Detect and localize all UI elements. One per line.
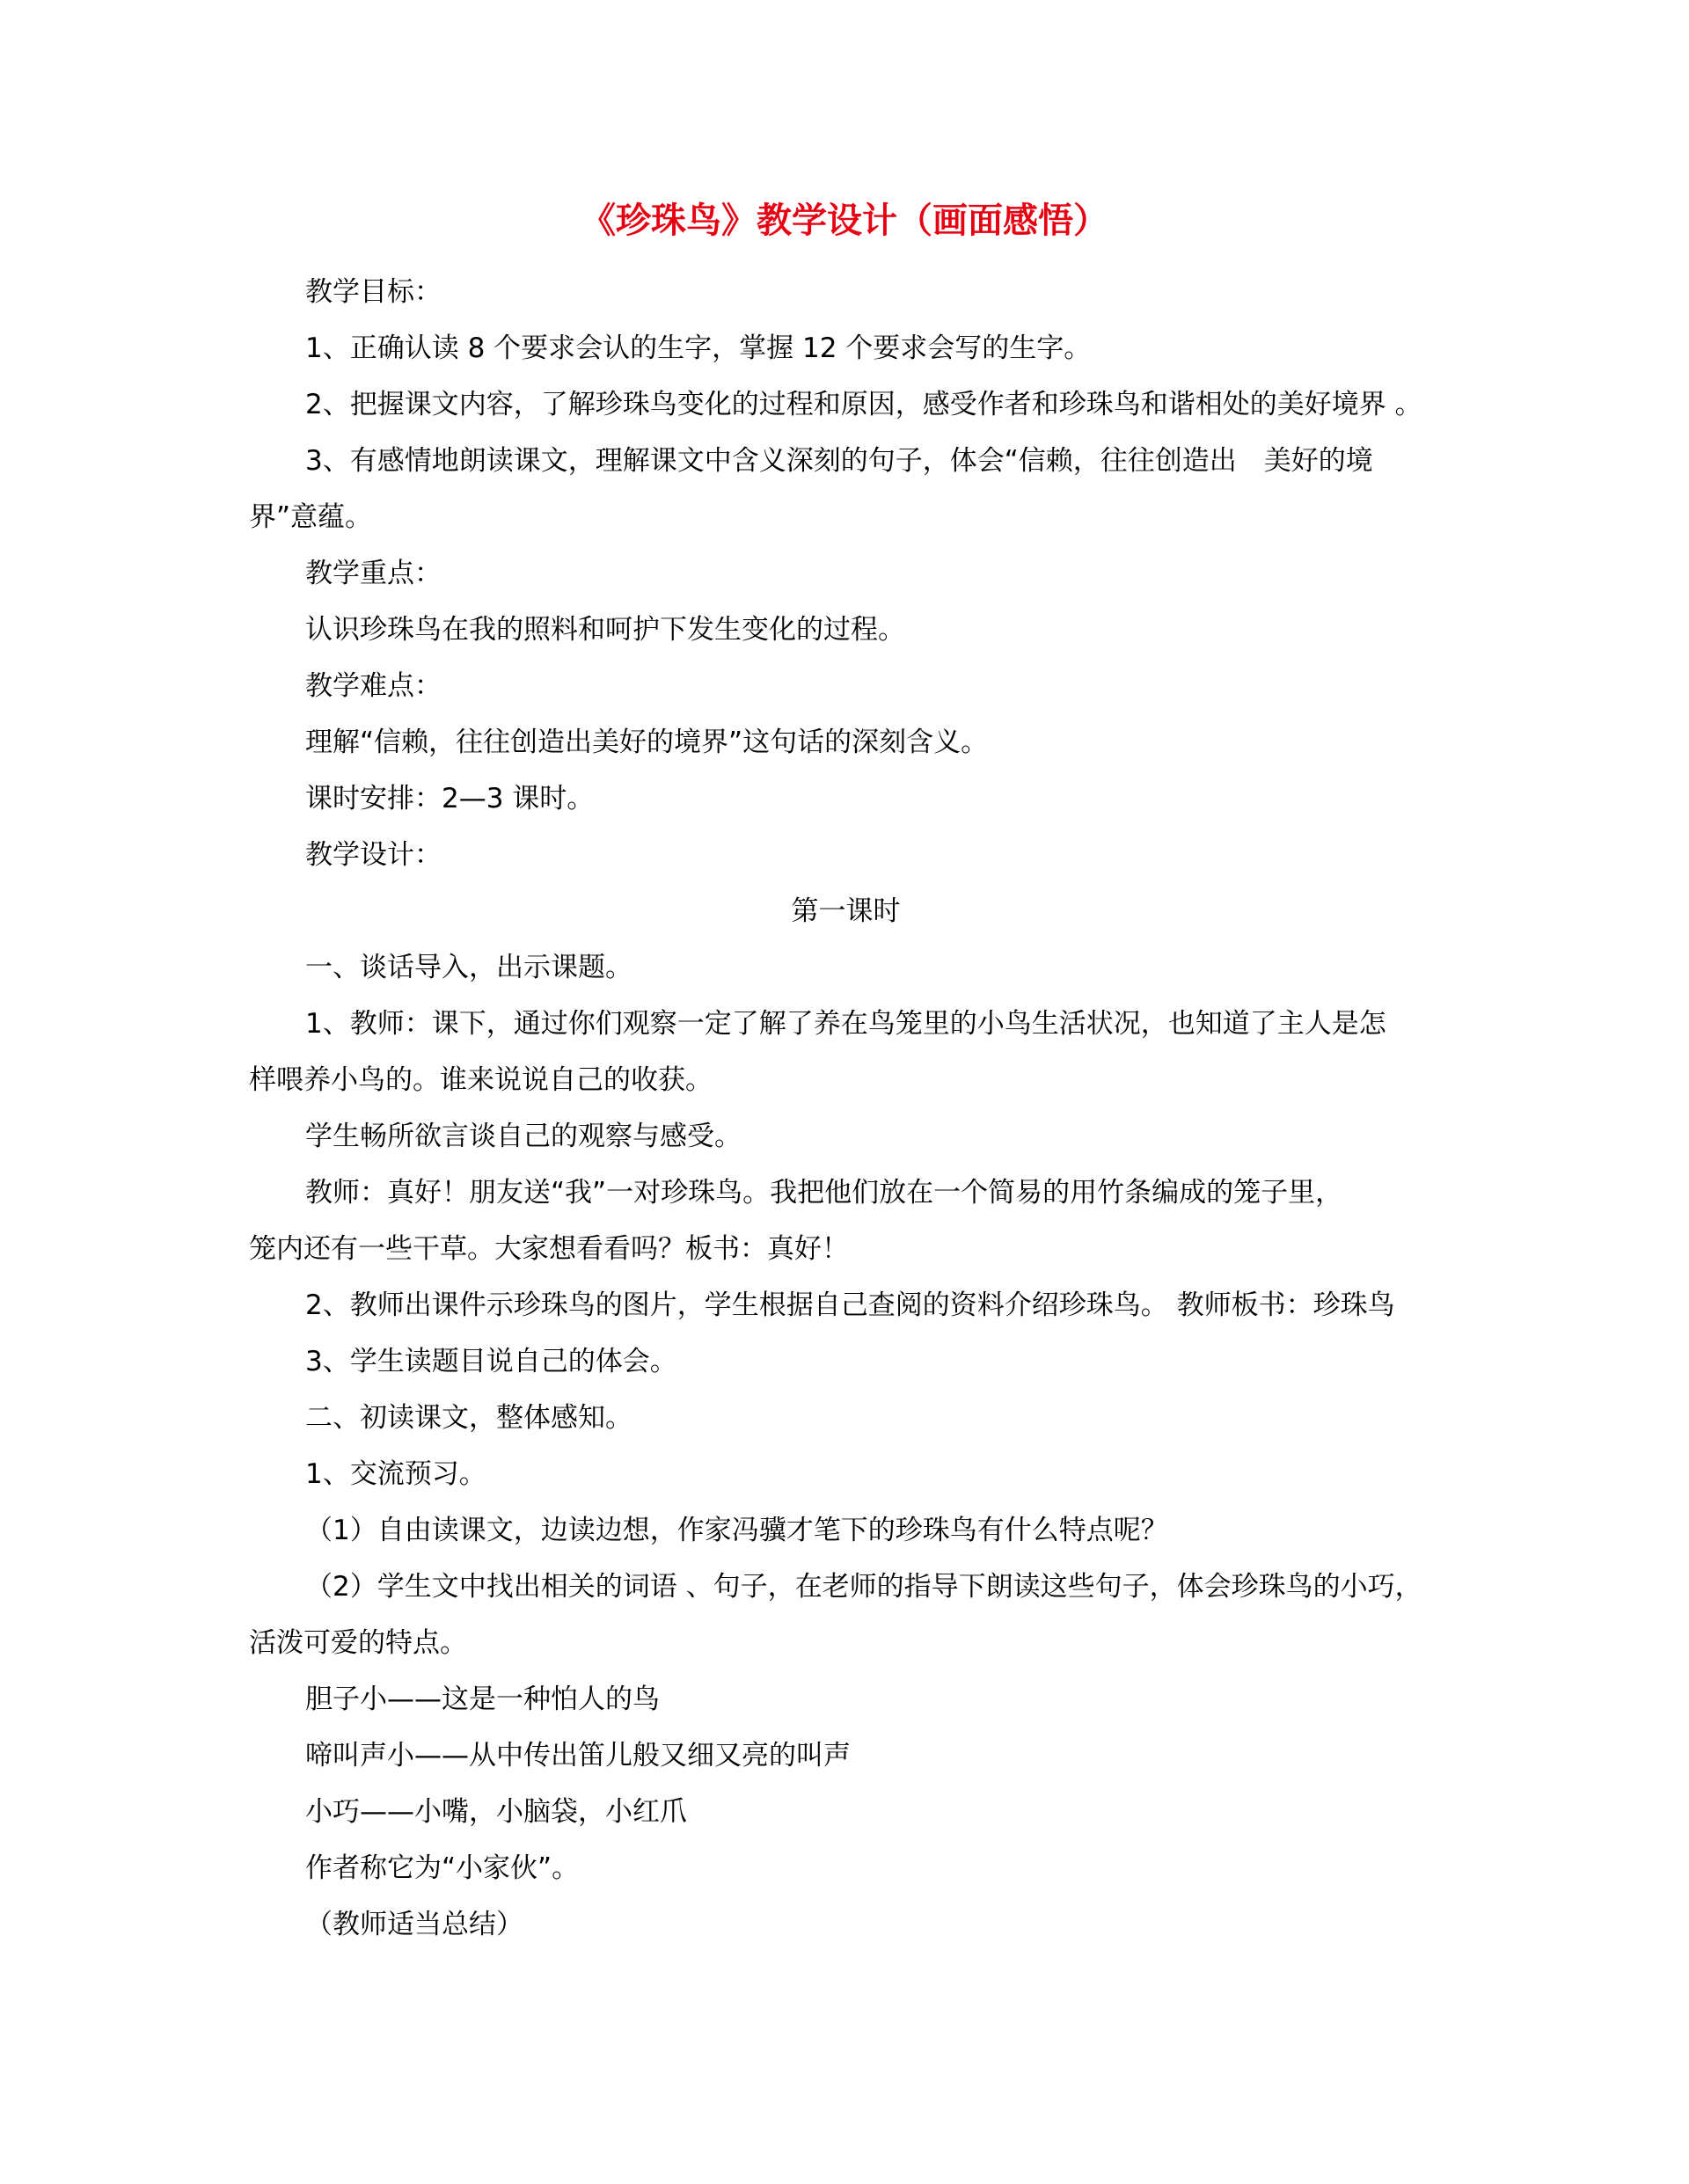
paragraph-line: 教学难点： bbox=[305, 670, 442, 702]
paragraph-line: （2）学生文中找出相关的词语 、句子，在老师的指导下朗读这些句子，体会珍珠鸟的小巧， bbox=[305, 1571, 1422, 1603]
paragraph-line: 3、学生读题目说自己的体会。 bbox=[305, 1346, 677, 1377]
paragraph-line: 2、把握课文内容，了解珍珠鸟变化的过程和原因，感受作者和珍珠鸟和谐相处的美好境界 。 bbox=[305, 389, 1422, 420]
paragraph-line: 胆子小——这是一种怕人的鸟 bbox=[305, 1684, 660, 1715]
paragraph-line: 1、教师：课下，通过你们观察一定了解了养在鸟笼里的小鸟生活状况，也知道了主人是怎 bbox=[305, 1008, 1386, 1040]
paragraph-line: 课时安排：2—3 课时。 bbox=[305, 783, 595, 814]
paragraph-line: 2、教师出课件示珍珠鸟的图片，学生根据自己查阅的资料介绍珍珠鸟。 教师板书：珍珠鸟 bbox=[305, 1289, 1395, 1321]
paragraph-line: 1、正确认读 8 个要求会认的生字，掌握 12 个要求会写的生字。 bbox=[305, 332, 1092, 364]
paragraph-line: （1）自由读课文，边读边想，作家冯骥才笔下的珍珠鸟有什么特点呢？ bbox=[305, 1515, 1168, 1546]
paragraph-line: 小巧——小嘴，小脑袋，小红爪 bbox=[305, 1796, 687, 1828]
paragraph-line: 教学目标： bbox=[305, 276, 442, 308]
paragraph-line: 样喂养小鸟的。谁来说说自己的收获。 bbox=[249, 1064, 713, 1096]
paragraph-line: 啼叫声小——从中传出笛儿般又细又亮的叫声 bbox=[305, 1740, 851, 1771]
paragraph-line: 二、初读课文，整体感知。 bbox=[305, 1402, 632, 1434]
paragraph-line: 活泼可爱的特点。 bbox=[249, 1627, 467, 1659]
document-title: 《珍珠鸟》教学设计（画面感悟） bbox=[581, 200, 1108, 241]
paragraph-line: 笼内还有一些干草。大家想看看吗？板书：真好！ bbox=[249, 1233, 849, 1265]
paragraph-line: 教学重点： bbox=[305, 558, 442, 589]
document-body bbox=[249, 264, 1443, 1953]
paragraph-line: 3、有感情地朗读课文，理解课文中含义深刻的句子，体会“信赖，往往创造出 美好的境 bbox=[305, 445, 1373, 477]
paragraph-line: 界”意蕴。 bbox=[249, 501, 373, 533]
paragraph-line: 理解“信赖，往往创造出美好的境界”这句话的深刻含义。 bbox=[305, 727, 989, 758]
paragraph-line: 第一课时 bbox=[791, 895, 901, 927]
paragraph-line: 教学设计： bbox=[305, 839, 442, 871]
paragraph-line: 认识珍珠鸟在我的照料和呵护下发生变化的过程。 bbox=[305, 614, 905, 646]
paragraph-line: 一、谈话导入，出示课题。 bbox=[305, 952, 632, 983]
paragraph-line: （教师适当总结） bbox=[305, 1909, 523, 1940]
paragraph-line: 教师：真好！朋友送“我”一对珍珠鸟。我把他们放在一个简易的用竹条编成的笼子里， bbox=[305, 1177, 1343, 1209]
paragraph-line: 作者称它为“小家伙”。 bbox=[305, 1852, 580, 1884]
paragraph-line: 1、交流预习。 bbox=[305, 1458, 486, 1490]
paragraph-line: 学生畅所欲言谈自己的观察与感受。 bbox=[305, 1121, 742, 1152]
